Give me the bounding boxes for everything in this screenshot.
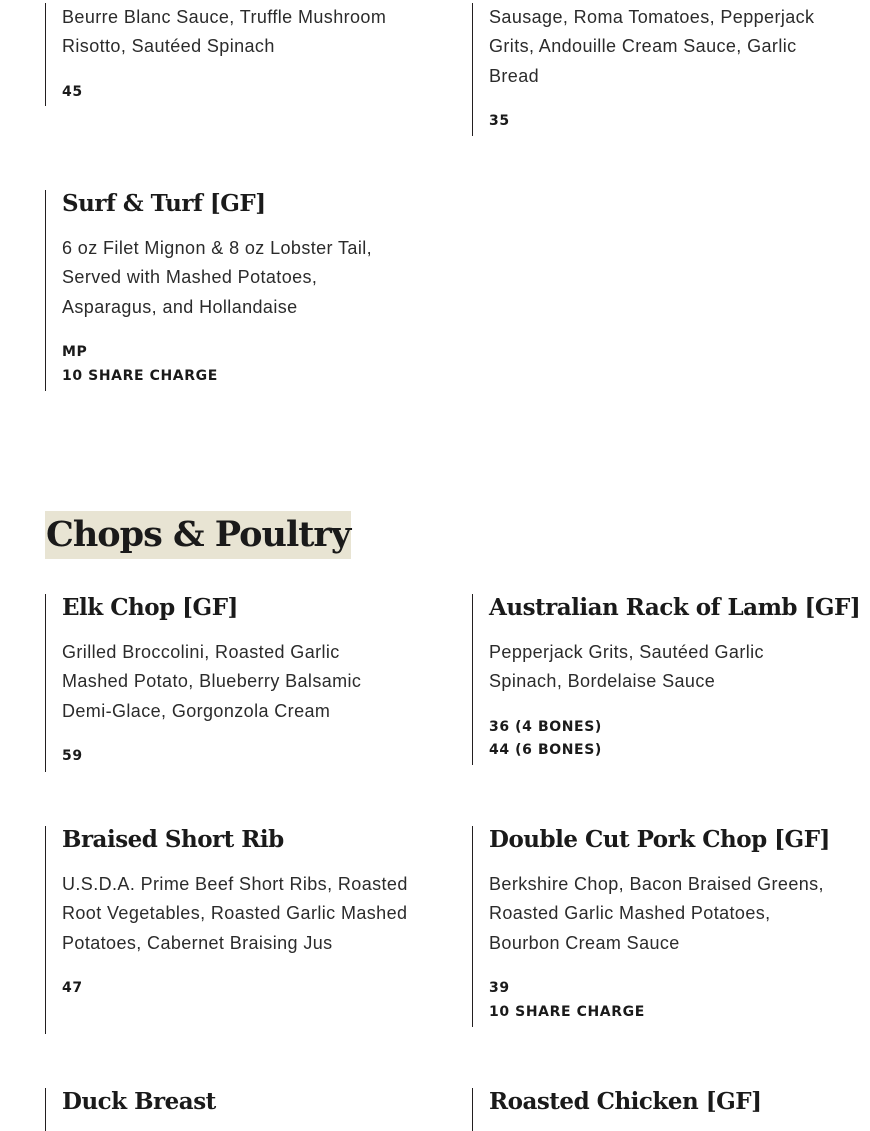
item-description: Berkshire Chop, Bacon Braised Greens, Roasted Garlic Mashed Potatoes, Bourbon Cream Sauce <box>489 874 824 953</box>
item-description: U.S.D.A. Prime Beef Short Ribs, Roasted Root Vegetables, Roasted Garlic Mashed Potatoes, Cabernet Braising Jus <box>62 874 408 953</box>
item-price: 47 <box>62 980 83 997</box>
item-price: 39 <box>489 980 510 997</box>
menu-item-braised-short-rib <box>45 826 425 1034</box>
item-prices <box>62 81 425 105</box>
item-prices <box>489 110 852 134</box>
item-prices <box>489 716 852 763</box>
item-price: 59 <box>62 748 83 765</box>
item-prices <box>62 341 425 388</box>
item-price: 45 <box>62 83 83 100</box>
item-title: Australian Rack of Lamb [GF] <box>489 594 861 621</box>
item-title: Braised Short Rib <box>62 826 284 853</box>
item-prices <box>62 745 425 769</box>
item-description: Pepperjack Grits, Sautéed Garlic Spinach, Bordelaise Sauce <box>489 642 764 692</box>
item-price: MP <box>62 344 88 361</box>
menu-item-surf-and-turf <box>45 190 425 391</box>
item-prices <box>62 977 425 1001</box>
item-title: Roasted Chicken [GF] <box>489 1088 762 1115</box>
item-share-charge: 10 SHARE CHARGE <box>62 367 218 384</box>
menu-item-pork-chop <box>472 826 857 1027</box>
item-price: 35 <box>489 113 510 130</box>
item-description: Beurre Blanc Sauce, Truffle Mushroom Risotto, Sautéed Spinach <box>62 7 387 57</box>
item-description: Grilled Broccolini, Roasted Garlic Mashed Potato, Blueberry Balsamic Demi-Glace, Gorgonzola Cream <box>62 642 362 721</box>
menu-item-seafood-right <box>472 3 852 136</box>
menu-item-roasted-chicken <box>472 1088 852 1131</box>
item-description: 6 oz Filet Mignon & 8 oz Lobster Tail, Served with Mashed Potatoes, Asparagus, and Hollandaise <box>62 238 373 317</box>
item-title: Double Cut Pork Chop [GF] <box>489 826 830 853</box>
menu-item-seafood-left <box>45 3 425 106</box>
section-heading-chops-poultry: Chops & Poultry <box>45 511 351 559</box>
item-prices <box>489 977 857 1024</box>
item-price: 36 (4 BONES) <box>489 718 602 735</box>
item-title: Elk Chop [GF] <box>62 594 238 621</box>
item-title: Surf & Turf [GF] <box>62 190 266 217</box>
item-price: 44 (6 BONES) <box>489 742 602 759</box>
menu-item-duck-breast <box>45 1088 425 1131</box>
menu-item-elk-chop <box>45 594 425 772</box>
item-share-charge: 10 SHARE CHARGE <box>489 1003 645 1020</box>
item-description: Sausage, Roma Tomatoes, Pepperjack Grits, Andouille Cream Sauce, Garlic Bread <box>489 7 815 86</box>
menu-item-rack-of-lamb <box>472 594 861 765</box>
item-title: Duck Breast <box>62 1088 216 1115</box>
